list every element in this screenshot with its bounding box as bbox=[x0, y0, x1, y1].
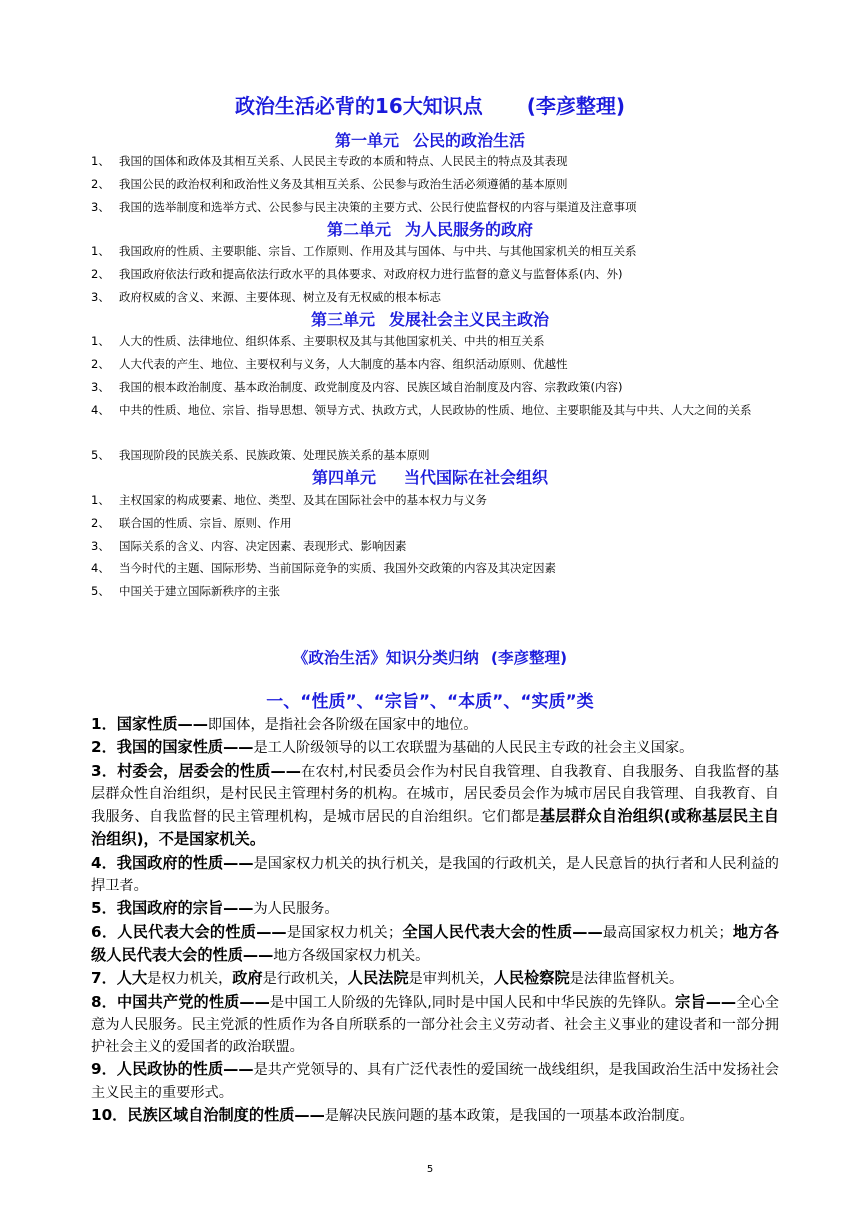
bold-term: 7．人大 bbox=[91, 969, 148, 988]
paragraph-text: 在农村,村民委员会作为村民自我管理、自我教育、自我服务、自我监督的基层群众性自治组织，是村民民主管理村务的机构。在城市，居民委员会作为城市居民自我管理、自我教育、自我服务、自我监督的民主管理机构，是城市居民的自治组织。它们都是 bbox=[91, 763, 779, 826]
unit-number: 第一单元 bbox=[334, 131, 399, 150]
subtitle-main: 《政治生活》知识分类归纳 bbox=[292, 649, 479, 667]
page-title bbox=[0, 93, 860, 119]
bold-term: 8．中国共产党的性质—— bbox=[91, 992, 270, 1011]
bold-term: 5．我国政府的宗旨—— bbox=[91, 899, 254, 918]
knowledge-paragraph bbox=[91, 921, 779, 968]
knowledge-paragraph bbox=[91, 897, 779, 920]
bold-term: 人民法院 bbox=[347, 969, 409, 988]
section-subtitle bbox=[0, 647, 860, 669]
list-item: 4、 当今时代的主题、国际形势、当前国际竞争的实质、我国外交政策的内容及其决定因素 bbox=[91, 561, 556, 575]
paragraph-text: 是法律监督机关。 bbox=[569, 971, 684, 988]
list-item: 2、 人大代表的产生、地位、主要权利与义务，人大制度的基本内容、组织活动原则、优越性 bbox=[91, 357, 568, 371]
unit-heading-4 bbox=[0, 468, 860, 488]
unit-heading-2 bbox=[0, 220, 860, 240]
unit-number: 第二单元 bbox=[326, 220, 391, 239]
paragraph-text: 即国体，是指社会各阶级在国家中的地位。 bbox=[207, 717, 478, 733]
title-main: 政治生活必背的16大知识点 bbox=[234, 94, 483, 118]
bold-term: 地方各级人民代表大会的性质—— bbox=[91, 922, 779, 964]
bold-term: 10．民族区域自治制度的性质—— bbox=[91, 1106, 325, 1125]
paragraph-text: 是国家权力机关的执行机关，是我国的行政机关，是人民意旨的执行者和人民利益的捍卫者。 bbox=[91, 855, 779, 895]
knowledge-paragraph bbox=[91, 852, 779, 898]
bold-term: 基层群众自治组织(或称基层民主自治组织)，不是国家机关。 bbox=[91, 807, 779, 849]
unit-heading-1 bbox=[0, 131, 860, 151]
list-item: 3、 国际关系的含义、内容、决定因素、表现形式、影响因素 bbox=[91, 539, 407, 553]
list-item: 2、 我国公民的政治权利和政治性义务及其相互关系、公民参与政治生活必须遵循的基本原则 bbox=[91, 177, 568, 191]
list-item: 3、 政府权威的含义、来源、主要体现、树立及有无权威的根本标志 bbox=[91, 290, 441, 304]
list-item: 2、 联合国的性质、宗旨、原则、作用 bbox=[91, 516, 292, 530]
section-title: 一、“性质”、“宗旨”、“本质”、“实质”类 bbox=[266, 692, 594, 712]
unit-heading-3 bbox=[0, 310, 860, 330]
list-item: 5、 我国现阶段的民族关系、民族政策、处理民族关系的基本原则 bbox=[91, 448, 430, 462]
knowledge-paragraph bbox=[91, 736, 779, 759]
bold-term: 2．我国的国家性质—— bbox=[91, 738, 254, 757]
list-item: 3、 我国的根本政治制度、基本政治制度、政党制度及内容、民族区域自治制度及内容、宗教政策(内容) bbox=[91, 380, 623, 394]
page-number: 5 bbox=[426, 1164, 434, 1175]
list-item: 1、 主权国家的构成要素、地位、类型、及其在国际社会中的基本权力与义务 bbox=[91, 493, 487, 507]
bold-term: 9．人民政协的性质—— bbox=[91, 1060, 254, 1079]
bold-term: 1．国家性质—— bbox=[91, 715, 208, 733]
paragraph-text: 全心全意为人民服务。民主党派的性质作为各自所联系的一部分社会主义劳动者、社会主义事业的建设者和一部分拥护社会主义的爱国者的政治联盟。 bbox=[91, 994, 779, 1056]
list-item: 5、 中国关于建立国际新秩序的主张 bbox=[91, 584, 280, 598]
paragraph-text: 是审判机关， bbox=[408, 971, 494, 988]
bold-term: 政府 bbox=[232, 969, 263, 988]
title-author: (李彦整理) bbox=[526, 94, 626, 118]
list-item: 1、 人大的性质、法律地位、组织体系、主要职权及其与其他国家机关、中共的相互关系 bbox=[91, 334, 545, 348]
unit-name: 当代国际在社会组织 bbox=[404, 468, 549, 487]
knowledge-paragraph bbox=[91, 1058, 779, 1104]
knowledge-paragraph bbox=[91, 713, 779, 736]
paragraph-text: 为人民服务。 bbox=[253, 901, 339, 918]
list-item: 4、 中共的性质、地位、宗旨、指导思想、领导方式、执政方式，人民政协的性质、地位、主要职能及其与中共、人大之间的关系 bbox=[91, 403, 752, 417]
paragraph-text: 是共产党领导的、具有广泛代表性的爱国统一战线组织，是我国政治生活中发扬社会主义民主的重要形式。 bbox=[91, 1062, 779, 1101]
unit-number: 第三单元 bbox=[310, 310, 375, 329]
paragraph-text: 是行政机关， bbox=[262, 971, 348, 988]
paragraph-text: 是国家权力机关； bbox=[286, 924, 403, 941]
unit-name: 为人民服务的政府 bbox=[405, 220, 534, 239]
list-item: 3、 我国的选举制度和选举方式、公民参与民主决策的主要方式、公民行使监督权的内容与渠道及注意事项 bbox=[91, 200, 637, 214]
list-item: 2、 我国政府依法行政和提高依法行政水平的具体要求、对政府权力进行监督的意义与监督体系(内、外) bbox=[91, 267, 623, 281]
unit-name: 公民的政治生活 bbox=[413, 131, 526, 150]
knowledge-paragraph bbox=[91, 760, 779, 852]
paragraph-text: 是中国工人阶级的先锋队,同时是中国人民和中华民族的先锋队。 bbox=[269, 994, 676, 1011]
bold-term: 宗旨—— bbox=[675, 992, 737, 1011]
paragraph-text: 是解决民族问题的基本政策，是我国的一项基本政治制度。 bbox=[324, 1108, 694, 1125]
unit-name: 发展社会主义民主政治 bbox=[389, 310, 550, 329]
paragraph-text: 地方各级国家权力机关。 bbox=[273, 947, 430, 964]
bold-term: 全国人民代表大会的性质—— bbox=[402, 922, 603, 941]
knowledge-paragraph bbox=[91, 967, 779, 990]
bold-term: 6．人民代表大会的性质—— bbox=[91, 922, 287, 941]
paragraph-text: 是工人阶级领导的以工农联盟为基础的人民民主专政的社会主义国家。 bbox=[253, 740, 694, 757]
document-body bbox=[91, 713, 779, 1127]
knowledge-paragraph bbox=[91, 1104, 779, 1127]
bold-term: 3．村委会，居委会的性质—— bbox=[91, 761, 301, 780]
list-item: 1、 我国的国体和政体及其相互关系、人民民主专政的本质和特点、人民民主的特点及其表现 bbox=[91, 154, 568, 168]
paragraph-text: 最高国家权力机关； bbox=[602, 924, 733, 941]
paragraph-text: 是权力机关， bbox=[147, 971, 233, 988]
knowledge-paragraph bbox=[91, 991, 779, 1059]
bold-term: 人民检察院 bbox=[493, 969, 570, 988]
subtitle-author: (李彦整理) bbox=[490, 649, 568, 667]
unit-number: 第四单元 bbox=[311, 468, 376, 487]
bold-term: 4．我国政府的性质—— bbox=[91, 853, 254, 872]
list-item: 1、 我国政府的性质、主要职能、宗旨、工作原则、作用及其与国体、与中共、与其他国家机关的相互关系 bbox=[91, 244, 637, 258]
